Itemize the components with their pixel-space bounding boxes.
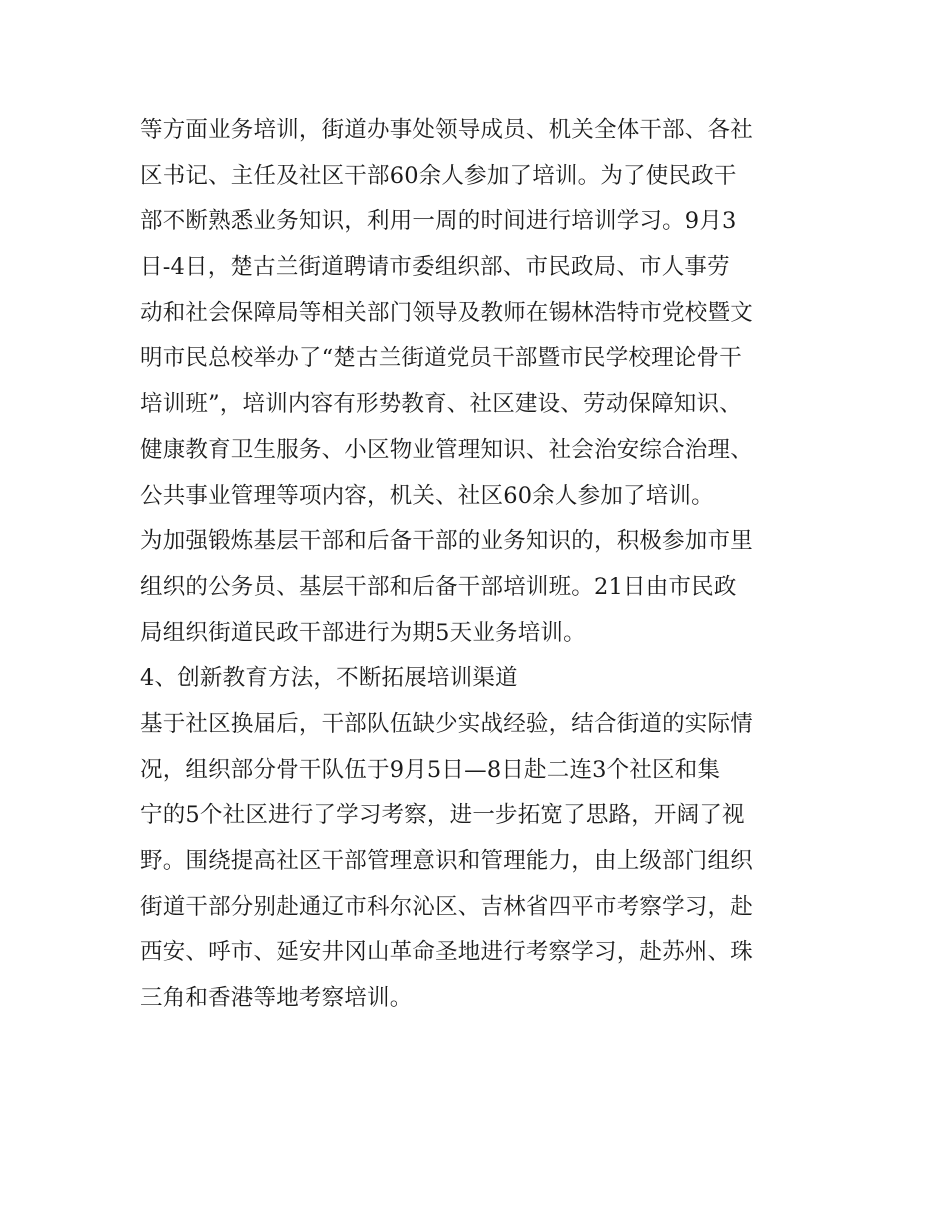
text-line: 野。围绕提高社区干部管理意识和管理能力，由上级部门组织 — [140, 848, 753, 874]
text-line: 宁的5个社区进行了学习考察，进一步拓宽了思路，开阔了视 — [140, 802, 745, 829]
text-line: 部不断熟悉业务知识，利用一周的时间进行培训学习。9月3 — [140, 208, 737, 235]
text-line: 动和社会保障局等相关部门领导及教师在锡林浩特市党校暨文 — [140, 299, 753, 326]
text-line: 明市民总校举办了“楚古兰街道党员干部暨市民学校理论骨干 — [140, 345, 742, 372]
text-line: 组织的公务员、基层干部和后备干部培训班。21日由市民政 — [140, 573, 737, 600]
text-line: 况，组织部分骨干队伍于9月5日—8日赴二连3个社区和集 — [140, 756, 721, 783]
section-heading: 4、创新教育方法，不断拓展培训渠道 — [140, 665, 518, 692]
text-line: 三角和香港等地考察培训。 — [140, 985, 413, 1012]
text-line: 局组织街道民政干部进行为期5天业务培训。 — [140, 619, 586, 646]
text-line: 街道干部分别赴通辽市科尔沁区、吉林省四平市考察学习，赴 — [140, 893, 753, 920]
text-line: 基于社区换届后，干部队伍缺少实战经验，结合街道的实际情 — [140, 710, 753, 737]
text-line: 为加强锻炼基层干部和后备干部的业务知识的，积极参加市里 — [140, 528, 753, 555]
text-line: 西安、呼市、延安井冈山革命圣地进行考察学习，赴苏州、珠 — [140, 939, 753, 966]
document-body — [140, 108, 820, 1022]
text-line: 日-4日，楚古兰街道聘请市委组织部、市民政局、市人事劳 — [140, 254, 730, 281]
text-line: 公共事业管理等项内容，机关、社区60余人参加了培训。 — [140, 482, 714, 509]
text-line: 培训班”，培训内容有形势教育、社区建设、劳动保障知识、 — [140, 391, 742, 418]
text-line: 等方面业务培训，街道办事处领导成员、机关全体干部、各社 — [140, 117, 753, 143]
text-line: 健康教育卫生服务、小区物业管理知识、社会治安综合治理、 — [140, 436, 753, 463]
text-line: 区书记、主任及社区干部60余人参加了培训。为了使民政干 — [140, 162, 737, 189]
